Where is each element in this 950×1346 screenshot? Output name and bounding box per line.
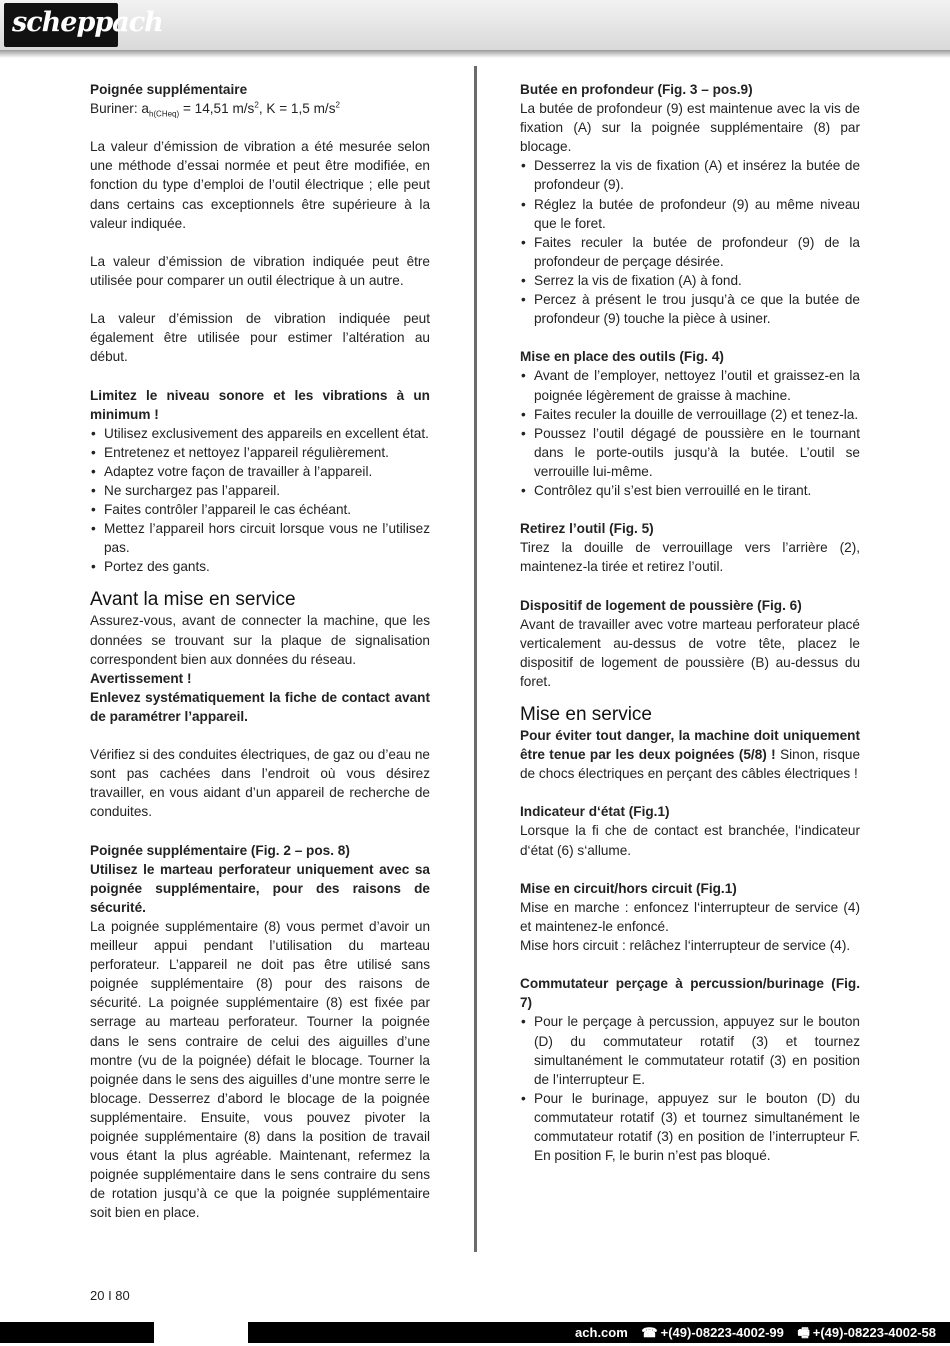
list-item: • Poussez l’outil dégagé de poussière en le tournant dans le porte-outils jusqu’à la butée. L’outil se verrouille lui-même. xyxy=(520,424,860,481)
heading-remove-tool: Retirez l’outil (Fig. 5) xyxy=(520,521,654,537)
tool-insert-list xyxy=(520,366,860,500)
paragraph-switch-off: Mise hors circuit : relâchez l‘interrupteur de service (4). xyxy=(520,938,851,954)
list-item: • Avant de l’employer, nettoyez l’outil et graissez-en la poignée légèrement de graisse à machine. xyxy=(520,366,860,404)
list-item: • Portez des gants. xyxy=(90,557,430,576)
list-item: • Pour le burinage, appuyez sur le bouton (D) du commutateur rotatif (3) et tournez simultanément le commutateur rotatif (3) en position de l’interrupteur F. En position F, le burin n’est pas bloqué. xyxy=(520,1089,860,1165)
heading-dust-collector: Dispositif de logement de poussière (Fig. 6) xyxy=(520,597,802,613)
list-item: • Faites contrôler l’appareil le cas échéant. xyxy=(90,500,430,519)
list-item: • Desserrez la vis de fixation (A) et insérez la butée de profondeur (9). xyxy=(520,156,860,194)
column-divider xyxy=(474,66,477,1252)
depth-stop-list xyxy=(520,156,860,328)
page-number: 20 I 80 xyxy=(90,1288,130,1303)
heading-status-indicator: Indicateur d‘état (Fig.1) xyxy=(520,804,670,820)
list-item: • Faites reculer la douille de verrouillage (2) et tenez-la. xyxy=(520,405,860,424)
heading-limit-noise: Limitez le niveau sonore et les vibrations à un minimum ! xyxy=(90,387,430,422)
footer-gap xyxy=(154,1322,248,1343)
left-column xyxy=(90,80,430,1222)
page-header xyxy=(0,0,950,50)
list-item: • Entretenez et nettoyez l’appareil régulièrement. xyxy=(90,443,430,462)
paragraph-vibration-measure: La valeur d’émission de vibration a été mesurée selon une méthode d’essai normée et peut être modifiée, en fonction du type d’emploi de l’outil électrique ; elle peut dans certains cas exceptionnels être supérieure à la valeur indiquée. xyxy=(90,139,430,231)
warning-label: Avertissement ! xyxy=(90,670,192,686)
paragraph-depth-stop: La butée de profondeur (9) est maintenue avec la vis de fixation (A) sur la poignée supplémentaire (8) par blocage. xyxy=(520,101,860,155)
heading-on-off: Mise en circuit/hors circuit (Fig.1) xyxy=(520,880,737,896)
scheppach-logo xyxy=(4,3,163,47)
list-item: • Adaptez votre façon de travailler à l’appareil. xyxy=(90,462,430,481)
limit-list xyxy=(90,424,430,577)
mode-switch-list xyxy=(520,1012,860,1165)
list-item: • Faites reculer la butée de profondeur (9) de la profondeur de perçage désirée. xyxy=(520,233,860,271)
paragraph-switch-on: Mise en marche : enfoncez l‘interrupteur de service (4) et maintenez-le enfoncé. xyxy=(520,899,860,934)
list-item: • Pour le perçage à percussion, appuyez sur le bouton (D) du commutateur rotatif (3) et tournez simultanément le commutateur rotatif (3) en position de l’interrupteur E. xyxy=(520,1012,860,1088)
paragraph-check-power: Assurez-vous, avant de connecter la machine, que les données se trouvant sur la plaque de signalisation correspondent bien aux données du réseau. xyxy=(90,613,430,667)
list-item: • Percez à présent le trou jusqu’à ce que la butée de profondeur (9) touche la pièce à usiner. xyxy=(520,290,860,328)
fax-icon: 🖷 xyxy=(797,1325,810,1340)
paragraph-status-indicator: Lorsque la fi che de contact est branchée, l‘indicateur d‘état (6) s‘allume. xyxy=(520,823,860,858)
heading-extra-handle: Poignée supplémentaire xyxy=(90,82,248,97)
footer-phone: +(49)-08223-4002-99 xyxy=(660,1325,784,1340)
logo-text: scheppach xyxy=(12,7,163,38)
footer-contact xyxy=(575,1324,936,1346)
warning-text: Enlevez systématiquement la fiche de contact avant de paramétrer l’appareil. xyxy=(90,689,430,724)
right-column xyxy=(520,80,860,1165)
list-item: • Contrôlez qu’il s’est bien verrouillé en le tirant. xyxy=(520,481,860,500)
heading-extra-handle-fig2: Poignée supplémentaire (Fig. 2 – pos. 8) xyxy=(90,842,350,858)
section-title-before-use: Avant la mise en service xyxy=(90,589,296,611)
list-item: • Mettez l’appareil hors circuit lorsque vous ne l’utilisez pas. xyxy=(90,519,430,557)
heading-depth-stop: Butée en profondeur (Fig. 3 – pos.9) xyxy=(520,82,753,97)
footer-website: ach.com xyxy=(575,1325,628,1340)
page-footer xyxy=(0,1322,950,1343)
paragraph-hidden-lines: Vérifiez si des conduites électriques, de gaz ou d’eau ne sont pas cachées dans l’endroit où vous désirez travailler, en vous aidant d’un appareil de recherche de conduites. xyxy=(90,747,430,820)
paragraph-vibration-compare: La valeur d’émission de vibration indiquée peut être utilisée pour comparer un outil électrique à un autre. xyxy=(90,253,430,288)
list-item: • Ne surchargez pas l’appareil. xyxy=(90,481,430,500)
heading-mode-switch: Commutateur perçage à percussion/burinage (Fig. 7) xyxy=(520,976,860,1011)
paragraph-dust-collector: Avant de travailler avec votre marteau perforateur placé verticalement au-dessus de votre tête, placez le dispositif de logement de poussière (B) au-dessus du foret. xyxy=(520,616,860,689)
safety-note-handle: Utilisez le marteau perforateur uniquement avec sa poignée supplémentaire, pour des raisons de sécurité. xyxy=(90,861,430,915)
heading-tool-insert: Mise en place des outils (Fig. 4) xyxy=(520,349,724,365)
footer-fax: +(49)-08223-4002-58 xyxy=(812,1325,936,1340)
list-item: • Serrez la vis de fixation (A) à fond. xyxy=(520,271,860,290)
paragraph-two-handles: Pour éviter tout danger, la machine doit uniquement être tenue par les deux poignées (5/8) ! Sinon, risque de chocs électriques en perçant des câbles électriques ! xyxy=(520,728,861,782)
paragraph-remove-tool: Tirez la douille de verrouillage vers l’arrière (2), maintenez-la tirée et retirez l’outil. xyxy=(520,540,860,575)
list-item: • Utilisez exclusivement des appareils en excellent état. xyxy=(90,424,430,443)
paragraph-handle-usage: La poignée supplémentaire (8) vous permet d’avoir un meilleur appui pendant l’utilisation du marteau perforateur. L’appareil ne doit pas être utilisé sans poignée supplémentaire (8) pour des raisons de sécurité. La poignée supplémentaire (8) est fixée par serrage au marteau perforateur. Tourner la poignée dans le sens contraire de celui des aiguilles d’une montre (vu de la poignée) défait le blocage. Tourner la poignée dans le sens des aiguilles d’une montre serre le blocage. Desserrez d’abord le blocage de la poignée supplémentaire. Ensuite, vous pouvez pivoter la poignée supplémentaire (8) dans la position de travail vous étant la plus agréable. Maintenant, refermez la poignée supplémentaire dans le sens contraire du sens de rotation jusqu’à ce que la poignée supplémentaire soit bien en place. xyxy=(90,918,430,1221)
paragraph-vibration-estimate: La valeur d’émission de vibration indiquée peut également être utilisée pour estimer l’altération au début. xyxy=(90,311,430,365)
list-item: • Réglez la butée de profondeur (9) au même niveau que le foret. xyxy=(520,195,860,233)
header-shadow xyxy=(0,50,950,58)
section-title-operation: Mise en service xyxy=(520,704,652,725)
phone-icon: ☎ xyxy=(641,1325,658,1340)
vibration-values: Buriner: $a_{h(CHeq)} = 14,51$ $m/s^2$, K = 1,5 $m/s^2$ xyxy=(90,100,340,119)
